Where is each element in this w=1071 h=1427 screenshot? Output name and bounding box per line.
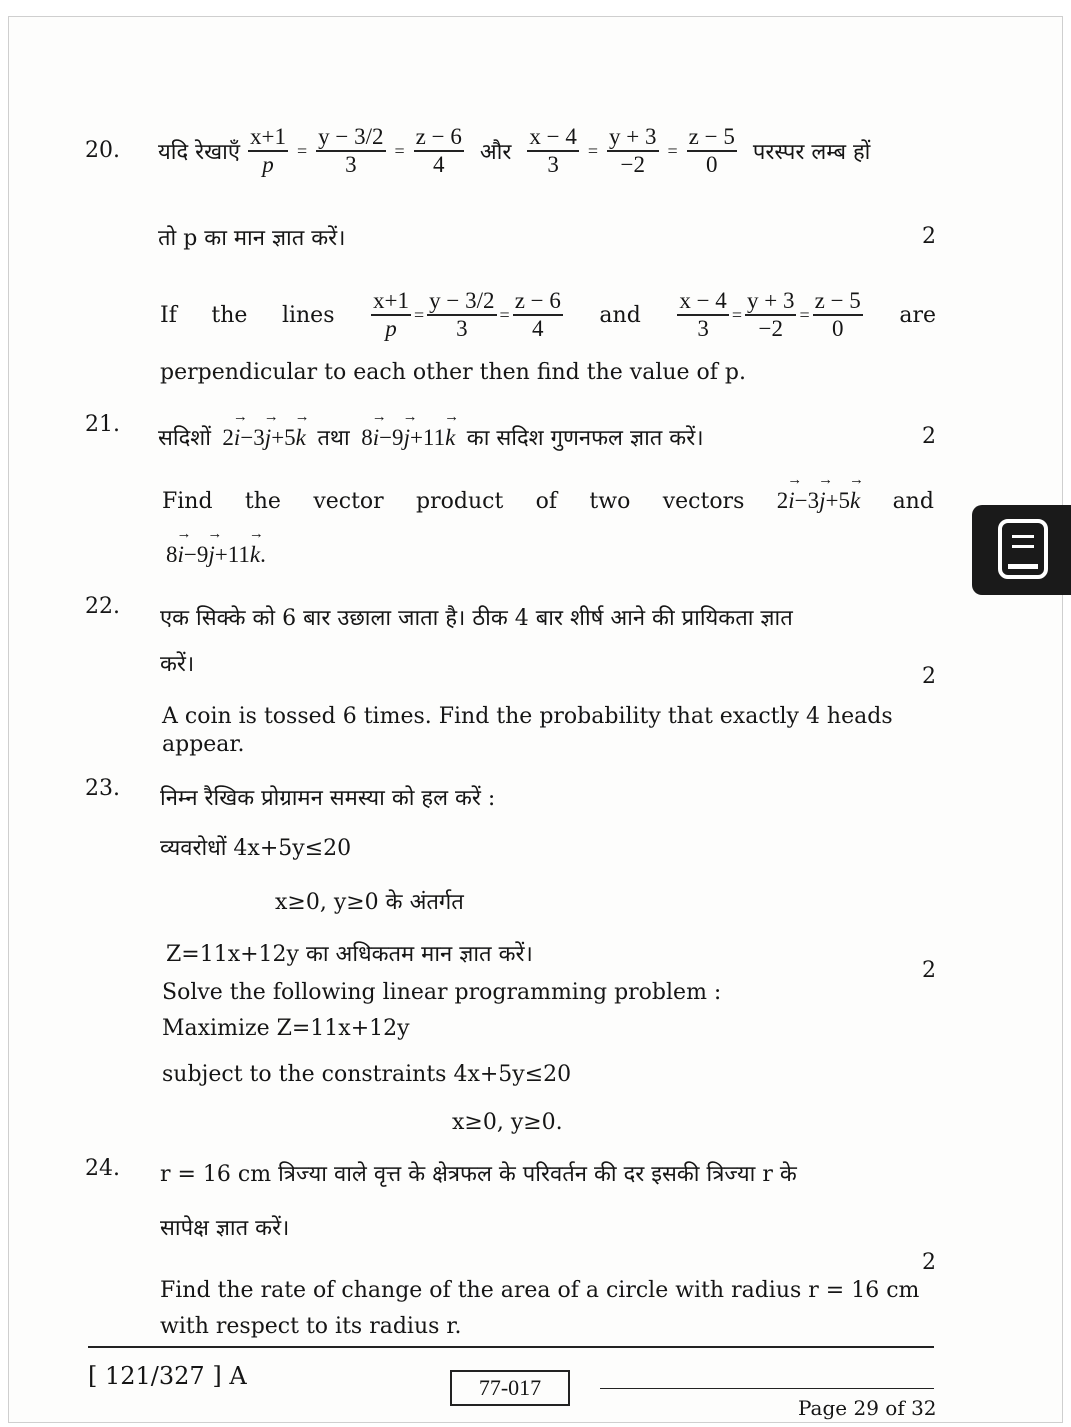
coef: 2 (222, 425, 234, 450)
q21-hindi-suffix: का सदिश गुणनफल ज्ञात करें। (466, 426, 704, 451)
q24-english-line2: with respect to its radius r. (160, 1314, 462, 1339)
fraction (427, 288, 496, 342)
denominator: 3 (345, 152, 357, 177)
q21-hindi-prefix: सदिशों (158, 426, 211, 451)
fraction (677, 288, 728, 342)
q24-english-line1: Find the rate of change of the area of a circle with radius r = 16 cm (160, 1278, 920, 1303)
q23-hindi-line3: x≥0, y≥0 के अंतर्गत (275, 890, 464, 915)
equals-sign: = (296, 140, 308, 161)
page-number: Page 29 of 32 (798, 1396, 937, 1420)
unit-vector-i: → i (178, 542, 184, 568)
marks: 2 (922, 1250, 936, 1275)
period: . (260, 542, 266, 567)
equals-sign: = (414, 304, 425, 325)
q20-hindi-line2: तो p का मान ज्ञात करें। (158, 226, 346, 251)
icon-line (1012, 535, 1034, 538)
unit-vector-i: → i (788, 488, 794, 514)
unit-vector-k: → k (296, 425, 306, 451)
q23-english-line1: Solve the following linear programming problem : (162, 980, 722, 1005)
coef: +5 (825, 488, 850, 513)
marks: 2 (922, 664, 936, 689)
q21-english-line1 (162, 488, 934, 514)
unit-vector-j: → j (265, 425, 271, 451)
word: vector (313, 488, 384, 514)
q20-hindi-equation-line (158, 124, 870, 178)
numerator: x − 4 (527, 124, 578, 152)
denominator: −2 (758, 316, 783, 341)
numerator: x − 4 (677, 288, 728, 316)
q22-english-line2: appear. (162, 732, 245, 757)
numerator: y − 3/2 (316, 124, 385, 152)
unit-vector-j: → j (819, 488, 825, 514)
q23-english-line2: Maximize Z=11x+12y (162, 1016, 410, 1041)
denominator: 3 (456, 316, 468, 341)
q23-english-line3: subject to the constraints 4x+5y≤20 (162, 1062, 572, 1087)
marks: 2 (922, 958, 936, 983)
q20-english-line2: perpendicular to each other then find the value of p. (160, 360, 746, 385)
q23-hindi-line2: व्यवरोधों 4x+5y≤20 (160, 836, 352, 861)
q22-hindi-line2: करें। (160, 652, 195, 677)
fraction (248, 124, 288, 178)
marks: 2 (922, 424, 936, 449)
fraction (527, 124, 578, 178)
question-number: 21. (85, 412, 120, 437)
denominator: p (385, 316, 397, 341)
equals-sign: = (587, 140, 599, 161)
paper-code: [ 121/327 ] A (88, 1362, 247, 1390)
q21-hindi-mid: तथा (317, 426, 350, 451)
unit-vector-k: → k (250, 542, 260, 568)
word: lines (281, 302, 335, 328)
fraction (414, 124, 464, 178)
denominator: 4 (433, 152, 445, 177)
numerator: z − 5 (687, 124, 737, 152)
word: Find (162, 488, 213, 514)
word: and (892, 488, 934, 514)
fraction (687, 124, 737, 178)
numerator: z − 5 (813, 288, 863, 316)
q24-hindi-line1: r = 16 cm त्रिज्या वाले वृत्त के क्षेत्रफल के परिवर्तन की दर इसकी त्रिज्या r के (160, 1162, 797, 1187)
numerator: z − 6 (513, 288, 563, 316)
denominator: 3 (697, 316, 709, 341)
numerator: z − 6 (414, 124, 464, 152)
icon-line (1012, 545, 1034, 548)
unit-vector-j: → j (208, 542, 214, 568)
question-number: 23. (85, 776, 120, 801)
q23-hindi-line4: Z=11x+12y का अधिकतम मान ज्ञात करें। (166, 942, 533, 967)
word: the (211, 302, 248, 328)
fraction (513, 288, 563, 342)
numerator: y + 3 (607, 124, 658, 152)
coef: +5 (271, 425, 296, 450)
word: of (535, 488, 558, 514)
word: two (589, 488, 631, 514)
marks: 2 (922, 224, 936, 249)
coef: −9 (183, 542, 209, 567)
reader-tab[interactable] (972, 505, 1071, 595)
denominator: 3 (547, 152, 559, 177)
coef: +11 (409, 425, 446, 450)
coef: −3 (240, 425, 265, 450)
question-number: 20. (85, 138, 120, 163)
coef: +11 (214, 542, 250, 567)
q20-hindi-prefix: यदि रेखाएँ (158, 140, 240, 165)
q20-english-equation-line (160, 288, 936, 342)
equals-sign: = (799, 304, 810, 325)
question-number: 24. (85, 1156, 120, 1181)
numerator: y − 3/2 (427, 288, 496, 316)
q20-english-left-equation (369, 288, 565, 342)
footer-rule-right (600, 1388, 934, 1389)
numerator: x+1 (371, 288, 411, 316)
notes-icon (998, 519, 1048, 579)
equals-sign: = (394, 140, 405, 161)
unit-vector-j: → j (404, 425, 410, 451)
coef: −3 (794, 488, 820, 513)
coef: −9 (379, 425, 404, 450)
word: product (416, 488, 504, 514)
coef: 2 (776, 488, 789, 513)
q24-hindi-line2: सापेक्ष ज्ञात करें। (160, 1216, 290, 1241)
unit-vector-k: → k (850, 488, 860, 514)
word: vectors (662, 488, 745, 514)
fraction (371, 288, 411, 342)
q20-english-right-equation (675, 288, 864, 342)
q22-hindi-line1: एक सिक्के को 6 बार उछाला जाता है। ठीक 4 बार शीर्ष आने की प्रायिकता ज्ञात (160, 606, 793, 631)
fraction (607, 124, 658, 178)
word: and (599, 302, 641, 328)
footer-rule (88, 1346, 934, 1348)
unit-vector-i: → i (373, 425, 379, 451)
q21-english-vector1 (777, 488, 860, 514)
equals-sign: = (667, 140, 678, 161)
fraction (745, 288, 796, 342)
word: the (244, 488, 281, 514)
word: are (899, 302, 936, 328)
denominator: 0 (831, 316, 844, 341)
q20-hindi-and: और (479, 140, 512, 165)
icon-line (1008, 564, 1038, 569)
fraction (316, 124, 385, 178)
denominator: 4 (532, 316, 544, 341)
denominator: −2 (620, 152, 645, 177)
q23-english-line4: x≥0, y≥0. (452, 1110, 563, 1135)
fraction (813, 288, 863, 342)
q23-hindi-line1: निम्न रैखिक प्रोग्रामन समस्या को हल करें : (160, 786, 496, 811)
denominator: 0 (706, 152, 718, 177)
numerator: y + 3 (745, 288, 796, 316)
unit-vector-i: → i (234, 425, 240, 451)
coef: 8 (361, 425, 373, 450)
numerator: x+1 (248, 124, 288, 152)
denominator: p (262, 152, 274, 177)
coef: 8 (166, 542, 178, 567)
question-number: 22. (85, 594, 120, 619)
unit-vector-k: → k (445, 425, 455, 451)
q21-english-vector2 (166, 542, 266, 568)
word: If (160, 302, 177, 328)
q20-hindi-suffix: परस्पर लम्ब हों (752, 140, 871, 165)
booklet-code-box: 77-017 (450, 1370, 570, 1406)
q22-english-line1: A coin is tossed 6 times. Find the probability that exactly 4 heads (162, 704, 893, 729)
equals-sign: = (731, 304, 742, 325)
q21-hindi-line (158, 422, 704, 452)
equals-sign: = (499, 304, 510, 325)
